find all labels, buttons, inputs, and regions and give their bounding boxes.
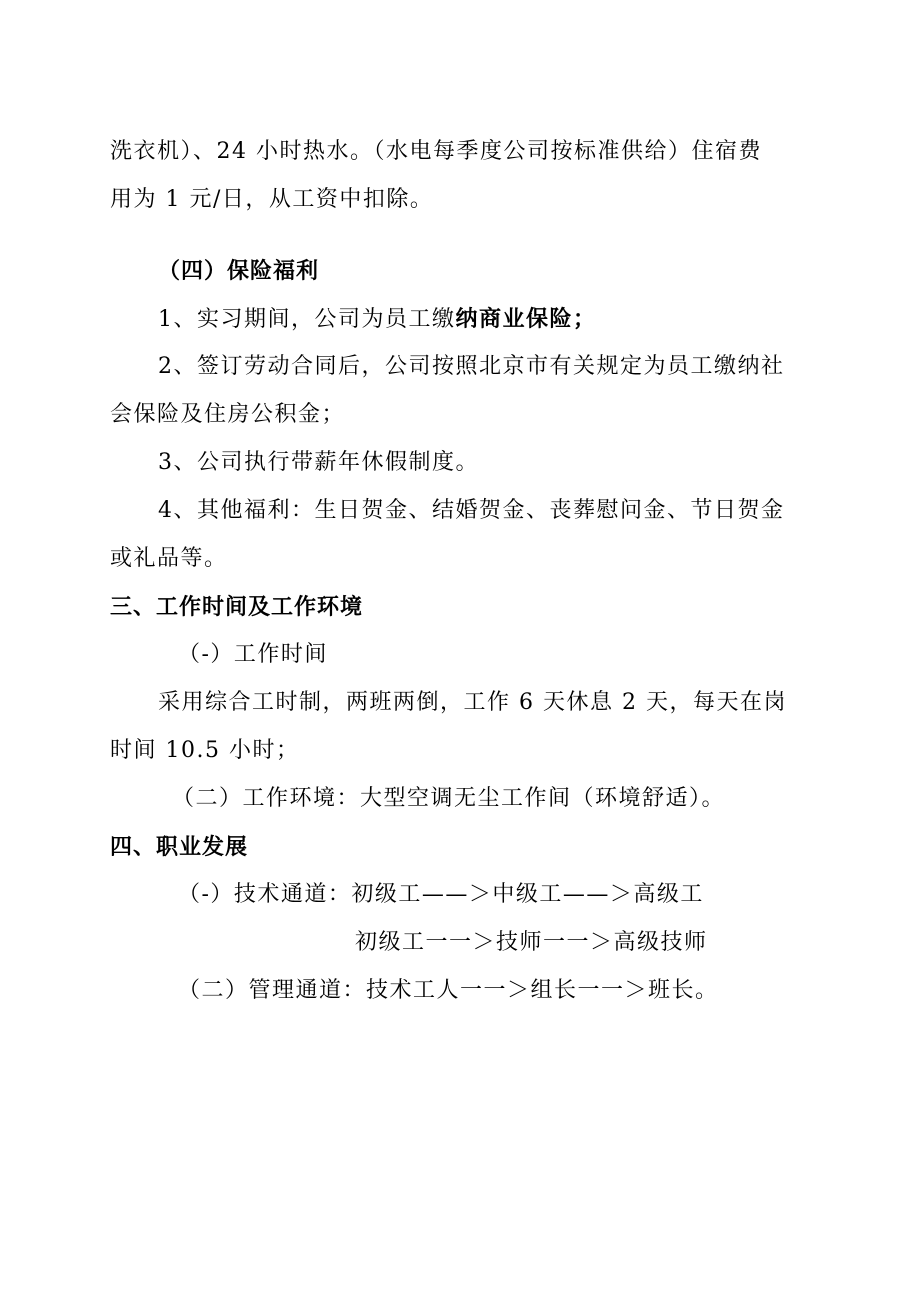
text-span: 1、实习期间，公司为员工缴 [158, 307, 456, 332]
text-span: 会保险及住房公积金； [110, 402, 346, 427]
text-span: 4、其他福利：生日贺金、结婚贺金、丧葬慰问金、节日贺金 [158, 498, 785, 523]
career-technical-track [178, 880, 704, 910]
heading-text: 三、工作时间及工作环境 [110, 594, 364, 620]
text-span: 洗衣机）、24 小时热水。（水电每季度公司按标准供给）住宿费 [110, 139, 762, 164]
section-heading-insurance [158, 256, 319, 286]
text-span: 2、签订劳动合同后，公司按照北京市有关规定为员工缴纳社 [158, 354, 785, 379]
text-span: （-）工作时间 [178, 642, 328, 667]
section-heading-work-time [110, 592, 363, 622]
text-span: （-）技术通道：初级工——＞中级工——＞高级工 [178, 882, 704, 907]
paragraph-line-2 [110, 185, 433, 215]
paragraph-line-1 [110, 137, 762, 167]
section-heading-career [110, 832, 248, 862]
heading-text: （四）保险福利 [158, 258, 320, 284]
paragraph-work-hours [158, 688, 787, 718]
list-item-2-continued [110, 400, 345, 430]
list-item-4 [158, 496, 785, 526]
text-span: 初级工一一＞技师一一＞高级技师 [355, 930, 708, 955]
bold-text-span: 纳商业保险； [455, 306, 597, 332]
heading-text: 四、职业发展 [110, 834, 249, 860]
career-technical-track-continued [355, 928, 708, 958]
text-span: 用为 1 元/日，从工资中扣除。 [110, 187, 434, 212]
list-item-3 [158, 448, 479, 478]
text-span: 3、公司执行带薪年休假制度。 [158, 450, 479, 475]
list-item-1 [158, 304, 597, 335]
text-span: （二）管理通道：技术工人一一＞组长一一＞班长。 [178, 978, 719, 1003]
career-management-track [178, 976, 719, 1006]
text-span: 或礼品等。 [110, 546, 228, 571]
text-span: 采用综合工时制，两班两倒，工作 6 天休息 2 天，每天在岗 [158, 690, 787, 715]
paragraph-work-environment [172, 784, 725, 814]
paragraph-work-hours-continued [110, 736, 299, 766]
list-item-4-continued [110, 544, 228, 574]
text-span: 时间 10.5 小时； [110, 738, 300, 763]
list-item-2 [158, 352, 785, 382]
text-span: （二）工作环境：大型空调无尘工作间（环境舒适）。 [172, 786, 726, 811]
subheading-work-hours [178, 640, 328, 670]
